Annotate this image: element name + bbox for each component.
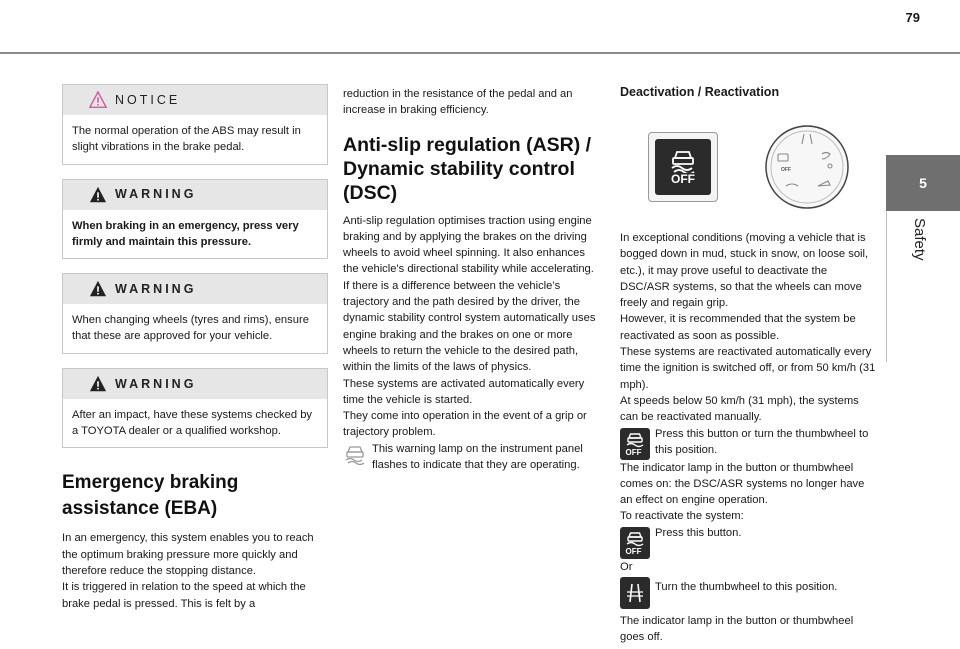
notice-header bbox=[63, 85, 327, 115]
paragraph: They come into operation in the event of a grip or trajectory problem. bbox=[343, 410, 587, 439]
section-heading-asr: Anti-slip regulation (ASR) / Dynamic stability control (DSC) bbox=[343, 133, 592, 204]
warning-title: WARNING bbox=[115, 376, 197, 391]
paragraph: It is triggered in relation to the speed at which the brake pedal is pressed. This is felt by a bbox=[62, 581, 306, 610]
chapter-title: Safety bbox=[911, 218, 928, 261]
paragraph: Turn the thumbwheel to this position. bbox=[655, 581, 838, 594]
page-number: 79 bbox=[905, 10, 920, 25]
step-press-button bbox=[620, 525, 876, 559]
warning-text: When braking in an emergency, press very firmly and maintain this pressure. bbox=[72, 219, 299, 248]
road-position-icon bbox=[620, 577, 650, 609]
warning-triangle-icon bbox=[89, 186, 107, 204]
paragraph: If there is a difference between the vehicle’s trajectory and the path desired by the driver, the dynamic stability control system automatically uses engine braking and the brakes on one or more wheels to return the vehicle to the desired path, within the limits of the laws of physics. bbox=[343, 279, 596, 374]
notice-title: NOTICE bbox=[115, 92, 181, 107]
section-heading-deactivation: Deactivation / Reactivation bbox=[620, 85, 780, 99]
column-middle bbox=[343, 86, 601, 473]
warning-triangle-icon bbox=[89, 375, 107, 393]
warning-title: WARNING bbox=[115, 187, 197, 202]
paragraph: The indicator lamp in the button or thumbwheel comes on: the DSC/ASR systems no longer have an effect on engine operation. bbox=[620, 461, 865, 507]
paragraph: Or bbox=[620, 560, 633, 573]
paragraph: However, it is recommended that the system be reactivated as soon as possible. bbox=[620, 313, 856, 342]
notice-box bbox=[62, 84, 328, 165]
paragraph: The indicator lamp in the button or thumbwheel goes off. bbox=[620, 615, 854, 644]
column-right bbox=[620, 84, 876, 646]
warning-title: WARNING bbox=[115, 282, 197, 297]
warning-header bbox=[63, 369, 327, 399]
paragraph: These systems are reactivated automatically every time the ignition is switched off, or from 50 km/h (31 mph). bbox=[620, 346, 876, 391]
paragraph: This warning lamp on the instrument panel flashes to indicate that they are operating. bbox=[372, 442, 583, 472]
warning-box bbox=[62, 273, 328, 354]
paragraph: These systems are activated automatically every time the vehicle is started. bbox=[343, 377, 585, 406]
dsc-off-button-icon bbox=[620, 527, 650, 559]
dsc-off-button-face bbox=[655, 139, 711, 195]
paragraph: reduction in the resistance of the pedal and an increase in braking efficiency. bbox=[343, 88, 573, 117]
paragraph: Press this button or turn the thumbwheel to this position. bbox=[655, 427, 869, 456]
paragraph: At speeds below 50 km/h (31 mph), the systems can be reactivated manually. bbox=[620, 394, 859, 424]
dsc-off-button[interactable] bbox=[648, 132, 718, 202]
paragraph: In an emergency, this system enables you to reach the optimum braking pressure more quickly and therefore reduce the stopping distance. bbox=[62, 532, 314, 577]
warning-header bbox=[63, 274, 327, 304]
paragraph: To reactivate the system: bbox=[620, 510, 744, 523]
warning-box bbox=[62, 368, 328, 449]
notice-text: The normal operation of the ABS may result in slight vibrations in the brake pedal. bbox=[72, 125, 301, 154]
svg-text:OFF: OFF bbox=[781, 167, 791, 173]
section-heading-eba: Emergency braking assistance (EBA) bbox=[62, 472, 239, 520]
paragraph: Press this button. bbox=[655, 526, 742, 539]
warning-triangle-icon bbox=[89, 280, 107, 298]
step-press-button-or-wheel bbox=[620, 426, 876, 460]
step-turn-thumbwheel bbox=[620, 575, 876, 609]
skidding-car-icon bbox=[668, 149, 698, 173]
caution-triangle-icon bbox=[89, 91, 107, 109]
dsc-off-button-icon bbox=[620, 428, 650, 460]
stability-control-lamp-icon bbox=[343, 443, 367, 465]
chapter-tab[interactable]: 5 bbox=[886, 155, 960, 211]
warning-text: After an impact, have these systems checked by a TOYOTA dealer or a qualified workshop. bbox=[72, 408, 313, 438]
svg-text:OFF: OFF bbox=[625, 546, 642, 556]
warning-box bbox=[62, 179, 328, 260]
warning-header bbox=[63, 180, 327, 210]
warning-lamp-note bbox=[343, 441, 601, 474]
paragraph: In exceptional conditions (moving a vehicle that is bogged down in mud, stuck in snow, on loose soil, etc.), it may prove useful to deactivate the DSC/ASR systems, so that the wheels can move freely and regain grip. bbox=[620, 232, 869, 310]
off-label: OFF bbox=[671, 171, 695, 186]
thumbwheel-dial[interactable] bbox=[764, 124, 850, 210]
svg-text:OFF: OFF bbox=[625, 447, 642, 457]
header-divider bbox=[0, 52, 960, 54]
paragraph: Anti-slip regulation optimises traction using engine braking and by applying the brakes on the driving wheels to avoid wheel spinning. It also enhances the vehicle's directional stability while accelerating. bbox=[343, 214, 594, 276]
column-left bbox=[62, 84, 328, 612]
warning-text: When changing wheels (tyres and rims), ensure that these are approved for your vehicle. bbox=[72, 314, 309, 343]
controls-illustration bbox=[648, 124, 876, 210]
